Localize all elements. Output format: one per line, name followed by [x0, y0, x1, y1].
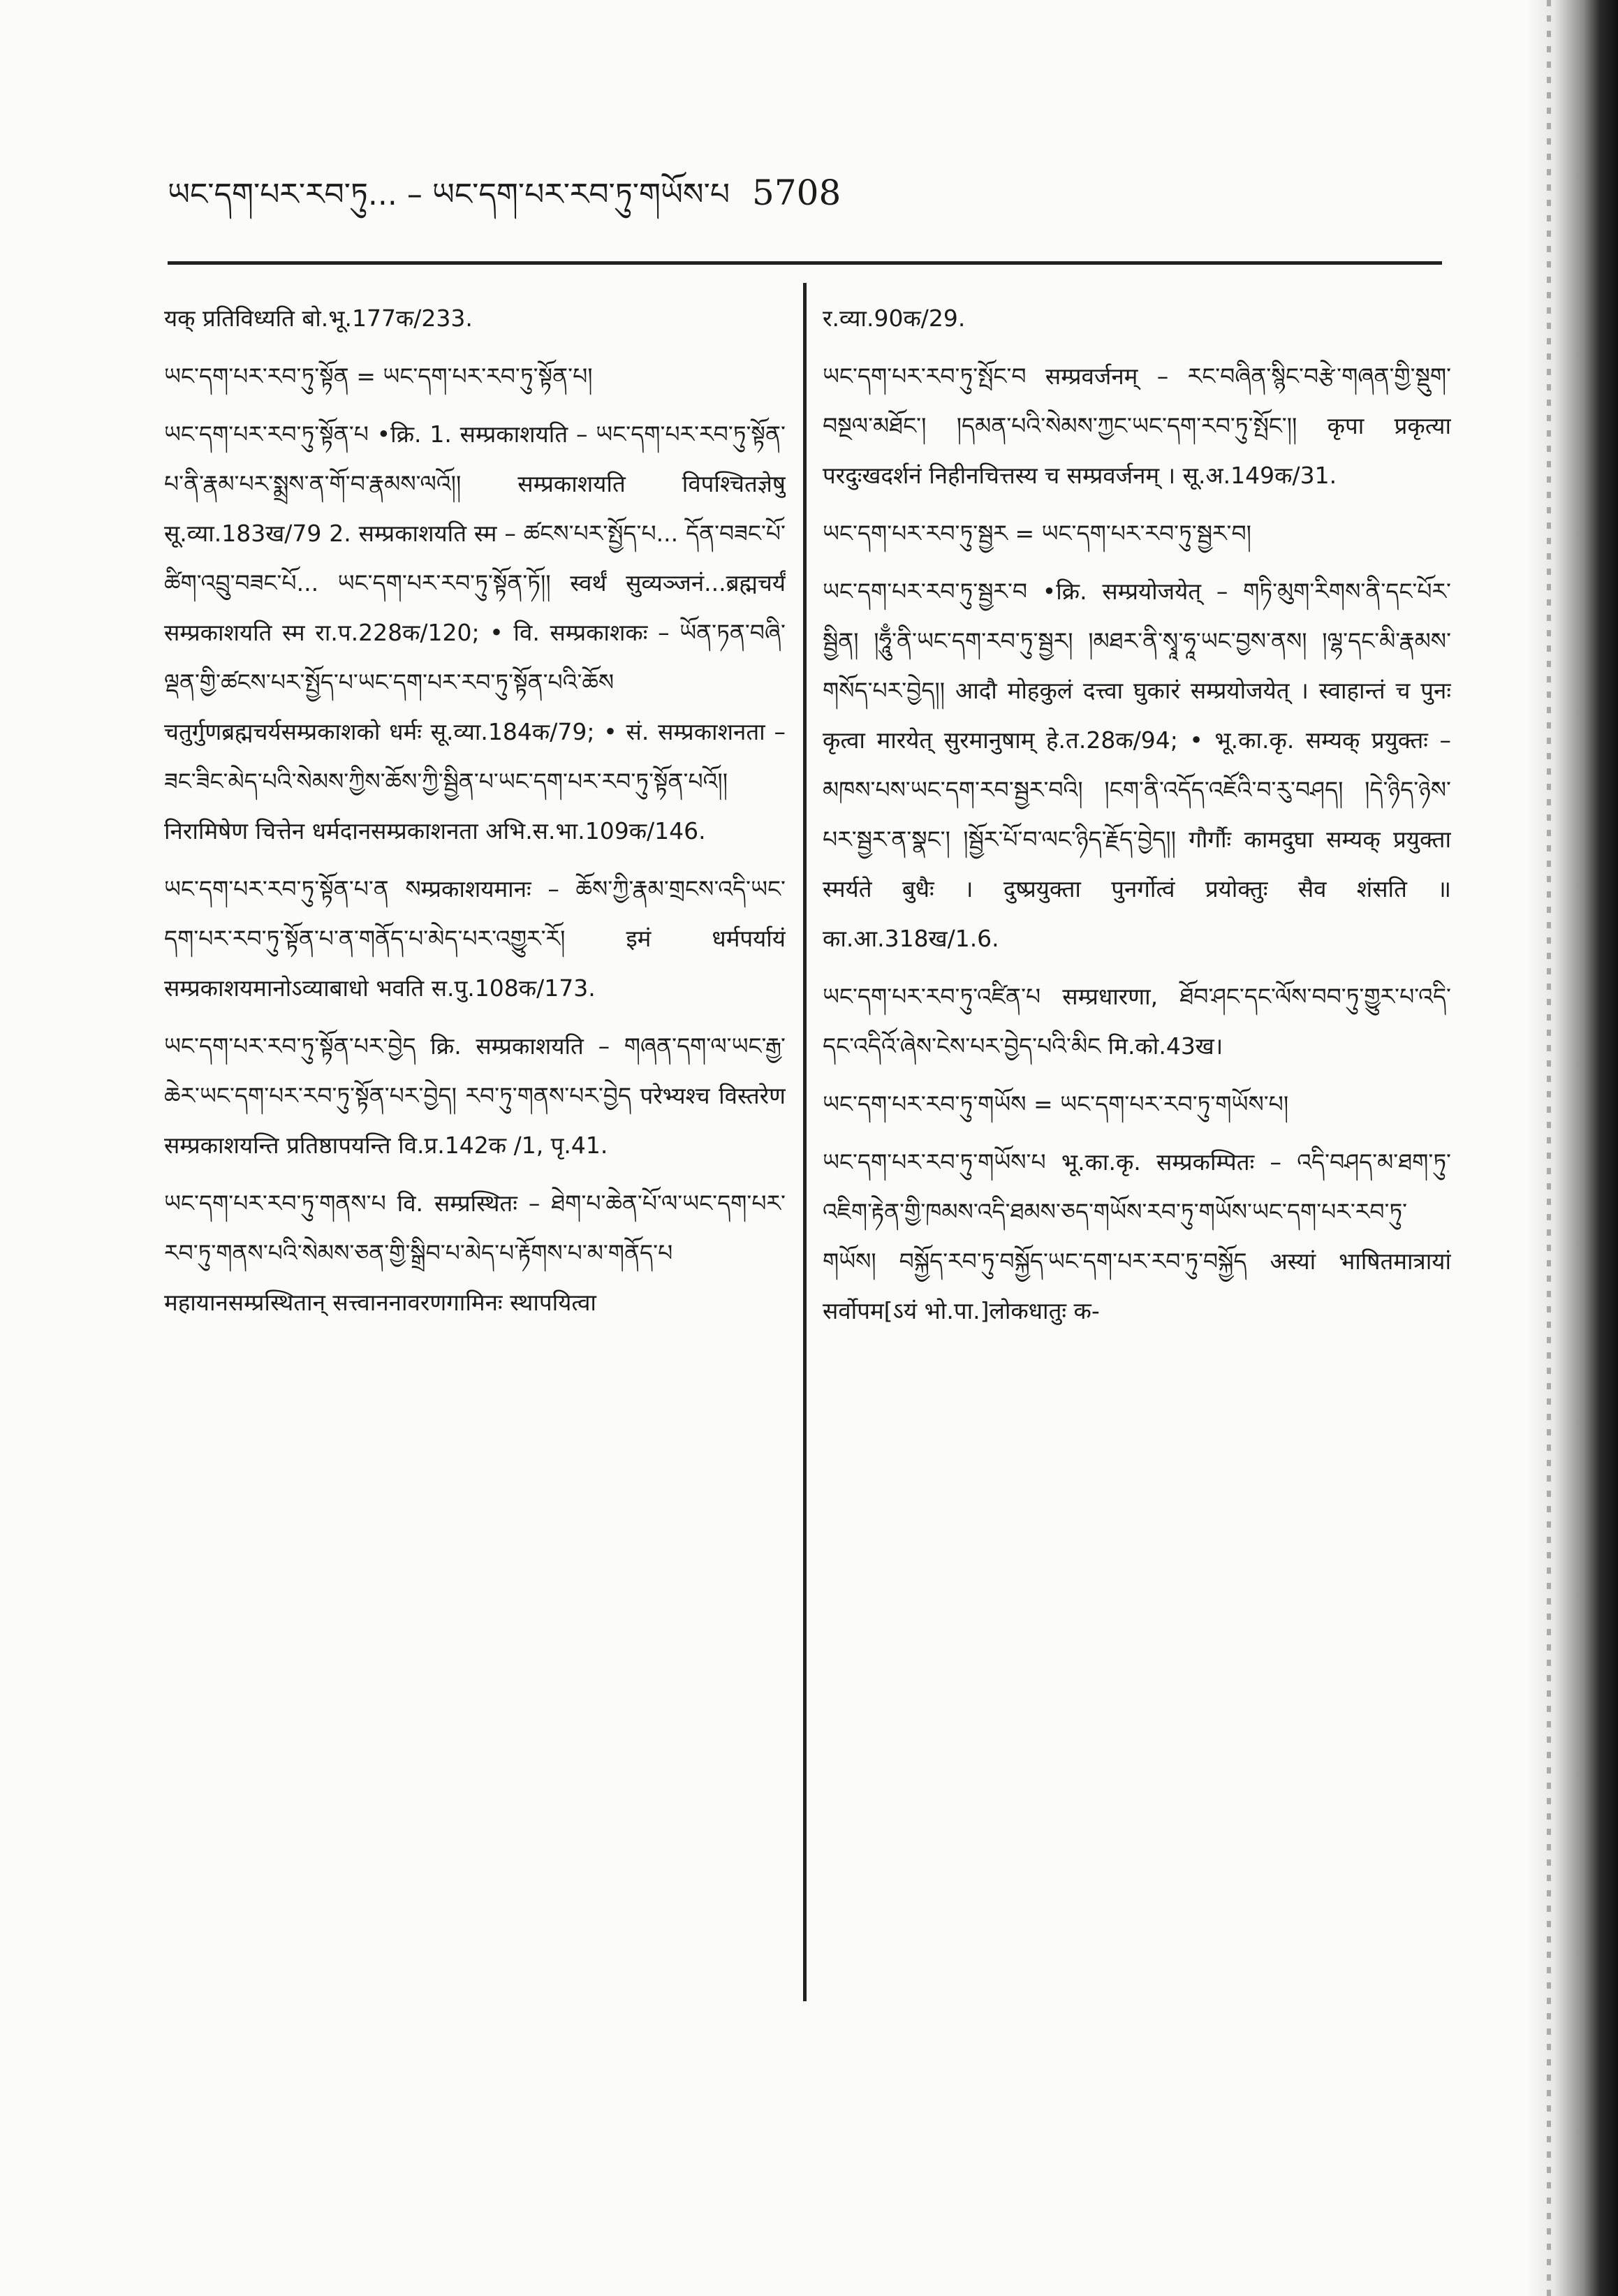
page-header — [168, 168, 1459, 220]
dictionary-entry: ཡང་དག་པར་རབ་ཏུ་འཛིན་པ सम्प्रधारणा, ཐོབ་ཤང་དང་ལོས་བབ་ཏུ་གྱུར་པ་འདི་དང་འདིའོ་ཞེས་ངེས་པར་བྱེད་པའི་མིང मि.को.43ख। — [823, 983, 1451, 1060]
dictionary-entry: ཡང་དག་པར་རབ་ཏུ་གཡོས་པ भू.का.कृ. सम्प्रकम्पितः – འདི་བཤད་མ་ཐག་ཏུ་འཇིག་རྟེན་གྱི་ཁམས་འདི་ཐམས་ཅད་གཡོས་རབ་ཏུ་གཡོས་ཡང་དག་པར་རབ་ཏུ་གཡོས། བསྐྱོད་རབ་ཏུ་བསྐྱོད་ཡང་དག་པར་རབ་ཏུ་བསྐྱོད अस्यां भाषितमात्रायां सर्वोपम[ऽयं भो.पा.]लोकधातुः क- — [823, 1148, 1451, 1324]
dictionary-entry: ཡང་དག་པར་རབ་ཏུ་སྦྱར་བ •क्रि. सम्प्रयोजयेत् – གཏི་མུག་རིགས་ནི་དང་པོར་སྦྱིན། །ཧཱུྃ་ནི་ཡང་དག་རབ་ཏུ་སྦྱར། །མཐར་ནི་སྭཱ་ཧཱ་ཡང་བྱས་ནས། །ལྷ་དང་མི་རྣམས་གསོད་པར་བྱེད།། आदौ मोहकुलं दत्त्वा घुकारं सम्प्रयोजयेत् । स्वाहान्तं च पुनः कृत्वा मारयेत् सुरमानुषाम् हे.त.28क/94; • भू.का.कृ. सम्यक् प्रयुक्तः – མཁས་པས་ཡང་དག་རབ་སྦྱར་བའི། །ངག་ནི་འདོད་འཇོའི་བ་རུ་བཤད། །དེ་ཉིད་ཉེས་པར་སྦྱར་ན་སྣང་། །སྦྱོར་པོ་བ་ལང་ཉིད་རྗོད་བྱེད།། गौर्गौः कामदुघा सम्यक् प्रयुक्ता स्मर्यते बुधैः । दुष्प्रयुक्ता पुनर्गोत्वं प्रयोक्तुः सैव शंसति ॥ का.आ.318ख/1.6. — [823, 578, 1451, 952]
right-column — [823, 293, 1451, 2012]
header-rule — [168, 261, 1442, 265]
dictionary-entry: ཡང་དག་པར་རབ་ཏུ་གནས་པ वि. सम्प्रस्थितः – ཐེག་པ་ཆེན་པོ་ལ་ཡང་དག་པར་རབ་ཏུ་གནས་པའི་སེམས་ཅན་གྱི་སྒྲིབ་པ་མེད་པ་རྟོགས་པ་མ་གནོད་པ महायानसम्प्रस्थितान् सत्त्वाननावरणगामिनः स्थापयित्वा — [164, 1190, 786, 1316]
left-column — [164, 293, 786, 2005]
dictionary-entry: ཡང་དག་པར་རབ་ཏུ་སྟོན་པར་བྱེད क्रि. सम्प्रकाशयति – གཞན་དག་ལ་ཡང་རྒྱ་ཆེར་ཡང་དག་པར་རབ་ཏུ་སྟོན་པར་བྱེད། རབ་ཏུ་གནས་པར་བྱེད परेभ्यश्च विस्तरेण सम्प्रकाशयन्ति प्रतिष्ठापयन्ति वि.प्र.142क /1, पृ.41. — [164, 1032, 786, 1159]
dictionary-entry: ཡང་དག་པར་རབ་ཏུ་སྟོན་པ •क्रि. 1. सम्प्रकाशयति – ཡང་དག་པར་རབ་ཏུ་སྟོན་པ་ནི་རྣམ་པར་སྨྲས་ན་གོ་བ་རྣམས་ལའོ།། सम्प्रकाशयति विपश्चितज्ञेषु सू.व्या.183ख/79 2. सम्प्रकाशयति स्म – ཚངས་པར་སྤྱོད་པ... དོན་བཟང་པོ་ཚིག་འབྲུ་བཟང་པོ... ཡང་དག་པར་རབ་ཏུ་སྟོན་ཏོ།། स्वर्थं सुव्यञ्जनं...ब्रह्मचर्यं सम्प्रकाशयति स्म रा.प.228क/120; • वि. सम्प्रकाशकः – ཡོན་ཏན་བཞི་ལྡན་གྱི་ཚངས་པར་སྤྱོད་པ་ཡང་དག་པར་རབ་ཏུ་སྟོན་པའི་ཆོས चतुर्गुणब्रह्मचर्यसम्प्रकाशको धर्मः सू.व्या.184क/79; • सं. सम्प्रकाशनता – ཟང་ཟིང་མེད་པའི་སེམས་ཀྱིས་ཆོས་ཀྱི་སྦྱིན་པ་ཡང་དག་པར་རབ་ཏུ་སྟོན་པའོ།། निरामिषेण चित्तेन धर्मदानसम्प्रकाशनता अभि.स.भा.109क/146. — [164, 421, 786, 844]
dictionary-entry: यक् प्रतिविध्यति बो.भू.177क/233. — [164, 305, 473, 332]
running-head: ཡང་དག་པར་རབ་ཏུ... – ཡང་དག་པར་རབ་ཏུ་གཡོས་པ — [168, 177, 730, 212]
dictionary-entry: र.व्या.90क/29. — [823, 305, 966, 332]
scan-binding-edge — [1527, 0, 1618, 2296]
dictionary-entry: ཡང་དག་པར་རབ་ཏུ་གཡོས = ཡང་དག་པར་རབ་ཏུ་གཡོས་པ། — [823, 1090, 1289, 1118]
page-number: 5708 — [752, 173, 841, 213]
dictionary-entry: ཡང་དག་པར་རབ་ཏུ་སྦྱར = ཡང་དག་པར་རབ་ཏུ་སྦྱར་བ། — [823, 520, 1251, 547]
dictionary-entry: ཡང་དག་པར་རབ་ཏུ་སྟོན = ཡང་དག་པར་རབ་ཏུ་སྟོན་པ། — [164, 363, 593, 390]
dictionary-entry: ཡང་དག་པར་རབ་ཏུ་སྟོན་པ་ན སम्प्रकाशयमानः – ཆོས་ཀྱི་རྣམ་གྲངས་འདི་ཡང་དག་པར་རབ་ཏུ་སྟོན་པ་ན་གནོད་པ་མེད་པར་འགྱུར་རོ། इमं धर्मपर्यायं सम्प्रकाशयमानोऽव्याबाधो भवति स.पु.108क/173. — [164, 875, 786, 1002]
column-divider — [803, 283, 807, 2001]
dictionary-entry: ཡང་དག་པར་རབ་ཏུ་སྤོང་བ सम्प्रवर्जनम् – རང་བཞིན་སྙིང་བརྩེ་གཞན་གྱི་སྡུག་བསྔལ་མཐོང་། །དམན་པའི་སེམས་ཀྱང་ཡང་དག་རབ་ཏུ་སྤོང་།། कृपा प्रकृत्या परदुःखदर्शनं निहीनचित्तस्य च सम्प्रवर्जनम् । सू.अ.149क/31. — [823, 363, 1451, 489]
